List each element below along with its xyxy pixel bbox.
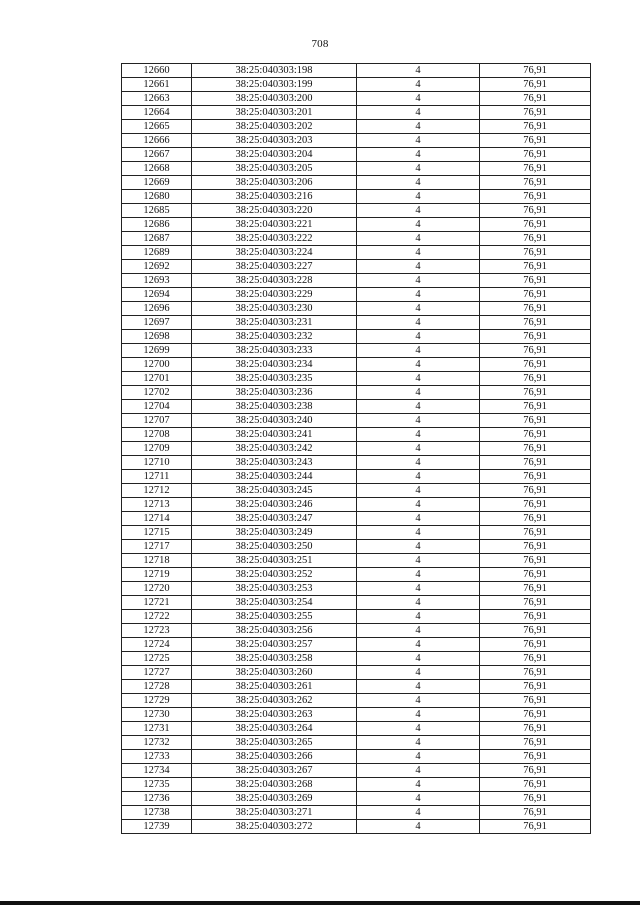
area-cell: 76,91	[480, 708, 591, 722]
scan-bottom-edge	[0, 901, 640, 905]
area-cell: 76,91	[480, 288, 591, 302]
cadastral-number-cell: 38:25:040303:272	[192, 820, 357, 834]
cadastral-number-cell: 38:25:040303:222	[192, 232, 357, 246]
row-number-cell: 12685	[122, 204, 192, 218]
value-cell: 4	[357, 624, 480, 638]
row-number-cell: 12718	[122, 554, 192, 568]
table-row	[122, 512, 591, 526]
table-row	[122, 134, 591, 148]
table-row	[122, 736, 591, 750]
table-row	[122, 750, 591, 764]
value-cell: 4	[357, 372, 480, 386]
value-cell: 4	[357, 610, 480, 624]
value-cell: 4	[357, 582, 480, 596]
table-row	[122, 652, 591, 666]
value-cell: 4	[357, 386, 480, 400]
value-cell: 4	[357, 638, 480, 652]
area-cell: 76,91	[480, 246, 591, 260]
value-cell: 4	[357, 806, 480, 820]
row-number-cell: 12729	[122, 694, 192, 708]
cadastral-number-cell: 38:25:040303:254	[192, 596, 357, 610]
cadastral-number-cell: 38:25:040303:238	[192, 400, 357, 414]
area-cell: 76,91	[480, 750, 591, 764]
cadastral-number-cell: 38:25:040303:250	[192, 540, 357, 554]
cadastral-number-cell: 38:25:040303:262	[192, 694, 357, 708]
area-cell: 76,91	[480, 232, 591, 246]
value-cell: 4	[357, 232, 480, 246]
area-cell: 76,91	[480, 302, 591, 316]
value-cell: 4	[357, 260, 480, 274]
cadastral-number-cell: 38:25:040303:227	[192, 260, 357, 274]
table-row	[122, 582, 591, 596]
cadastral-number-cell: 38:25:040303:271	[192, 806, 357, 820]
cadastral-number-cell: 38:25:040303:260	[192, 666, 357, 680]
table-row	[122, 260, 591, 274]
cadastral-number-cell: 38:25:040303:229	[192, 288, 357, 302]
cadastral-number-cell: 38:25:040303:251	[192, 554, 357, 568]
value-cell: 4	[357, 190, 480, 204]
row-number-cell: 12687	[122, 232, 192, 246]
row-number-cell: 12724	[122, 638, 192, 652]
cadastral-number-cell: 38:25:040303:216	[192, 190, 357, 204]
value-cell: 4	[357, 596, 480, 610]
table-row	[122, 820, 591, 834]
cadastral-number-cell: 38:25:040303:249	[192, 526, 357, 540]
cadastral-number-cell: 38:25:040303:234	[192, 358, 357, 372]
row-number-cell: 12712	[122, 484, 192, 498]
table-row	[122, 666, 591, 680]
value-cell: 4	[357, 540, 480, 554]
table-row	[122, 456, 591, 470]
table-row	[122, 176, 591, 190]
table-row	[122, 120, 591, 134]
area-cell: 76,91	[480, 274, 591, 288]
row-number-cell: 12708	[122, 428, 192, 442]
value-cell: 4	[357, 400, 480, 414]
row-number-cell: 12732	[122, 736, 192, 750]
value-cell: 4	[357, 274, 480, 288]
row-number-cell: 12738	[122, 806, 192, 820]
table-row	[122, 484, 591, 498]
row-number-cell: 12692	[122, 260, 192, 274]
cadastral-number-cell: 38:25:040303:252	[192, 568, 357, 582]
area-cell: 76,91	[480, 582, 591, 596]
table-row	[122, 596, 591, 610]
row-number-cell: 12710	[122, 456, 192, 470]
table-row	[122, 302, 591, 316]
value-cell: 4	[357, 330, 480, 344]
row-number-cell: 12663	[122, 92, 192, 106]
value-cell: 4	[357, 764, 480, 778]
table-row	[122, 358, 591, 372]
row-number-cell: 12669	[122, 176, 192, 190]
table-row	[122, 204, 591, 218]
area-cell: 76,91	[480, 134, 591, 148]
row-number-cell: 12698	[122, 330, 192, 344]
row-number-cell: 12721	[122, 596, 192, 610]
area-cell: 76,91	[480, 316, 591, 330]
cadastral-number-cell: 38:25:040303:246	[192, 498, 357, 512]
area-cell: 76,91	[480, 120, 591, 134]
value-cell: 4	[357, 302, 480, 316]
row-number-cell: 12717	[122, 540, 192, 554]
cadastral-number-cell: 38:25:040303:243	[192, 456, 357, 470]
table-row	[122, 638, 591, 652]
area-cell: 76,91	[480, 64, 591, 78]
table-row	[122, 526, 591, 540]
area-cell: 76,91	[480, 596, 591, 610]
area-cell: 76,91	[480, 344, 591, 358]
table-row	[122, 162, 591, 176]
value-cell: 4	[357, 176, 480, 190]
cadastral-number-cell: 38:25:040303:233	[192, 344, 357, 358]
value-cell: 4	[357, 218, 480, 232]
table-row	[122, 64, 591, 78]
table-row	[122, 806, 591, 820]
value-cell: 4	[357, 498, 480, 512]
row-number-cell: 12722	[122, 610, 192, 624]
row-number-cell: 12665	[122, 120, 192, 134]
row-number-cell: 12702	[122, 386, 192, 400]
cadastral-number-cell: 38:25:040303:224	[192, 246, 357, 260]
cadastral-number-cell: 38:25:040303:202	[192, 120, 357, 134]
area-cell: 76,91	[480, 148, 591, 162]
table-row	[122, 722, 591, 736]
area-cell: 76,91	[480, 484, 591, 498]
row-number-cell: 12725	[122, 652, 192, 666]
cadastral-number-cell: 38:25:040303:198	[192, 64, 357, 78]
value-cell: 4	[357, 64, 480, 78]
table-row	[122, 624, 591, 638]
cadastral-number-cell: 38:25:040303:230	[192, 302, 357, 316]
value-cell: 4	[357, 428, 480, 442]
area-cell: 76,91	[480, 666, 591, 680]
row-number-cell: 12714	[122, 512, 192, 526]
value-cell: 4	[357, 288, 480, 302]
table-row	[122, 708, 591, 722]
cadastral-number-cell: 38:25:040303:205	[192, 162, 357, 176]
value-cell: 4	[357, 358, 480, 372]
cadastral-number-cell: 38:25:040303:235	[192, 372, 357, 386]
cadastral-number-cell: 38:25:040303:241	[192, 428, 357, 442]
area-cell: 76,91	[480, 470, 591, 484]
table-row	[122, 344, 591, 358]
row-number-cell: 12694	[122, 288, 192, 302]
table-row	[122, 92, 591, 106]
area-cell: 76,91	[480, 204, 591, 218]
row-number-cell: 12696	[122, 302, 192, 316]
area-cell: 76,91	[480, 792, 591, 806]
row-number-cell: 12713	[122, 498, 192, 512]
row-number-cell: 12728	[122, 680, 192, 694]
cadastral-number-cell: 38:25:040303:253	[192, 582, 357, 596]
area-cell: 76,91	[480, 106, 591, 120]
cadastral-number-cell: 38:25:040303:242	[192, 442, 357, 456]
value-cell: 4	[357, 414, 480, 428]
table-row	[122, 554, 591, 568]
area-cell: 76,91	[480, 540, 591, 554]
value-cell: 4	[357, 78, 480, 92]
row-number-cell: 12720	[122, 582, 192, 596]
value-cell: 4	[357, 554, 480, 568]
cadastral-number-cell: 38:25:040303:204	[192, 148, 357, 162]
table-row	[122, 148, 591, 162]
row-number-cell: 12700	[122, 358, 192, 372]
value-cell: 4	[357, 708, 480, 722]
row-number-cell: 12723	[122, 624, 192, 638]
cadastral-number-cell: 38:25:040303:266	[192, 750, 357, 764]
cadastral-number-cell: 38:25:040303:220	[192, 204, 357, 218]
table-row	[122, 610, 591, 624]
value-cell: 4	[357, 694, 480, 708]
area-cell: 76,91	[480, 176, 591, 190]
row-number-cell: 12736	[122, 792, 192, 806]
row-number-cell: 12664	[122, 106, 192, 120]
row-number-cell: 12667	[122, 148, 192, 162]
cadastral-number-cell: 38:25:040303:206	[192, 176, 357, 190]
area-cell: 76,91	[480, 652, 591, 666]
value-cell: 4	[357, 92, 480, 106]
table-row	[122, 470, 591, 484]
value-cell: 4	[357, 750, 480, 764]
cadastral-number-cell: 38:25:040303:236	[192, 386, 357, 400]
table-row	[122, 428, 591, 442]
row-number-cell: 12661	[122, 78, 192, 92]
registry-table	[121, 63, 591, 834]
table-row	[122, 442, 591, 456]
area-cell: 76,91	[480, 764, 591, 778]
cadastral-number-cell: 38:25:040303:228	[192, 274, 357, 288]
cadastral-number-cell: 38:25:040303:199	[192, 78, 357, 92]
cadastral-number-cell: 38:25:040303:255	[192, 610, 357, 624]
area-cell: 76,91	[480, 722, 591, 736]
area-cell: 76,91	[480, 330, 591, 344]
row-number-cell: 12704	[122, 400, 192, 414]
table-row	[122, 694, 591, 708]
table-row	[122, 316, 591, 330]
page-number: 708	[311, 38, 329, 50]
area-cell: 76,91	[480, 568, 591, 582]
table-row	[122, 778, 591, 792]
registry-table-body	[122, 64, 591, 834]
cadastral-number-cell: 38:25:040303:268	[192, 778, 357, 792]
row-number-cell: 12689	[122, 246, 192, 260]
area-cell: 76,91	[480, 820, 591, 834]
cadastral-number-cell: 38:25:040303:265	[192, 736, 357, 750]
row-number-cell: 12680	[122, 190, 192, 204]
row-number-cell: 12693	[122, 274, 192, 288]
table-row	[122, 372, 591, 386]
table-row	[122, 190, 591, 204]
table-row	[122, 330, 591, 344]
table-row	[122, 568, 591, 582]
area-cell: 76,91	[480, 456, 591, 470]
table-row	[122, 106, 591, 120]
table-row	[122, 246, 591, 260]
value-cell: 4	[357, 820, 480, 834]
cadastral-number-cell: 38:25:040303:256	[192, 624, 357, 638]
area-cell: 76,91	[480, 498, 591, 512]
row-number-cell: 12735	[122, 778, 192, 792]
row-number-cell: 12660	[122, 64, 192, 78]
row-number-cell: 12709	[122, 442, 192, 456]
cadastral-number-cell: 38:25:040303:247	[192, 512, 357, 526]
area-cell: 76,91	[480, 78, 591, 92]
area-cell: 76,91	[480, 554, 591, 568]
row-number-cell: 12699	[122, 344, 192, 358]
table-row	[122, 792, 591, 806]
value-cell: 4	[357, 722, 480, 736]
row-number-cell: 12739	[122, 820, 192, 834]
value-cell: 4	[357, 680, 480, 694]
value-cell: 4	[357, 512, 480, 526]
table-row	[122, 274, 591, 288]
value-cell: 4	[357, 204, 480, 218]
value-cell: 4	[357, 484, 480, 498]
table-row	[122, 386, 591, 400]
area-cell: 76,91	[480, 358, 591, 372]
row-number-cell: 12697	[122, 316, 192, 330]
row-number-cell: 12668	[122, 162, 192, 176]
row-number-cell: 12730	[122, 708, 192, 722]
area-cell: 76,91	[480, 190, 591, 204]
table-row	[122, 414, 591, 428]
value-cell: 4	[357, 456, 480, 470]
area-cell: 76,91	[480, 778, 591, 792]
cadastral-number-cell: 38:25:040303:258	[192, 652, 357, 666]
area-cell: 76,91	[480, 372, 591, 386]
cadastral-number-cell: 38:25:040303:267	[192, 764, 357, 778]
row-number-cell: 12686	[122, 218, 192, 232]
row-number-cell: 12701	[122, 372, 192, 386]
row-number-cell: 12727	[122, 666, 192, 680]
value-cell: 4	[357, 792, 480, 806]
area-cell: 76,91	[480, 610, 591, 624]
value-cell: 4	[357, 120, 480, 134]
cadastral-number-cell: 38:25:040303:245	[192, 484, 357, 498]
table-row	[122, 218, 591, 232]
area-cell: 76,91	[480, 218, 591, 232]
table-row	[122, 232, 591, 246]
value-cell: 4	[357, 148, 480, 162]
value-cell: 4	[357, 344, 480, 358]
row-number-cell: 12733	[122, 750, 192, 764]
value-cell: 4	[357, 568, 480, 582]
area-cell: 76,91	[480, 386, 591, 400]
row-number-cell: 12734	[122, 764, 192, 778]
value-cell: 4	[357, 246, 480, 260]
table-row	[122, 498, 591, 512]
table-row	[122, 540, 591, 554]
value-cell: 4	[357, 652, 480, 666]
value-cell: 4	[357, 778, 480, 792]
value-cell: 4	[357, 106, 480, 120]
area-cell: 76,91	[480, 624, 591, 638]
cadastral-number-cell: 38:25:040303:203	[192, 134, 357, 148]
cadastral-number-cell: 38:25:040303:201	[192, 106, 357, 120]
value-cell: 4	[357, 134, 480, 148]
area-cell: 76,91	[480, 92, 591, 106]
cadastral-number-cell: 38:25:040303:257	[192, 638, 357, 652]
cadastral-number-cell: 38:25:040303:264	[192, 722, 357, 736]
value-cell: 4	[357, 470, 480, 484]
value-cell: 4	[357, 736, 480, 750]
table-row	[122, 680, 591, 694]
area-cell: 76,91	[480, 806, 591, 820]
table-row	[122, 764, 591, 778]
cadastral-number-cell: 38:25:040303:200	[192, 92, 357, 106]
area-cell: 76,91	[480, 526, 591, 540]
value-cell: 4	[357, 316, 480, 330]
area-cell: 76,91	[480, 512, 591, 526]
area-cell: 76,91	[480, 162, 591, 176]
area-cell: 76,91	[480, 736, 591, 750]
cadastral-number-cell: 38:25:040303:231	[192, 316, 357, 330]
row-number-cell: 12719	[122, 568, 192, 582]
row-number-cell: 12711	[122, 470, 192, 484]
area-cell: 76,91	[480, 414, 591, 428]
area-cell: 76,91	[480, 400, 591, 414]
area-cell: 76,91	[480, 442, 591, 456]
value-cell: 4	[357, 666, 480, 680]
value-cell: 4	[357, 162, 480, 176]
cadastral-number-cell: 38:25:040303:232	[192, 330, 357, 344]
cadastral-number-cell: 38:25:040303:221	[192, 218, 357, 232]
row-number-cell: 12715	[122, 526, 192, 540]
cadastral-number-cell: 38:25:040303:240	[192, 414, 357, 428]
row-number-cell: 12666	[122, 134, 192, 148]
value-cell: 4	[357, 526, 480, 540]
area-cell: 76,91	[480, 680, 591, 694]
cadastral-number-cell: 38:25:040303:244	[192, 470, 357, 484]
cadastral-number-cell: 38:25:040303:269	[192, 792, 357, 806]
cadastral-number-cell: 38:25:040303:263	[192, 708, 357, 722]
cadastral-number-cell: 38:25:040303:261	[192, 680, 357, 694]
table-row	[122, 288, 591, 302]
area-cell: 76,91	[480, 428, 591, 442]
row-number-cell: 12707	[122, 414, 192, 428]
value-cell: 4	[357, 442, 480, 456]
row-number-cell: 12731	[122, 722, 192, 736]
table-row	[122, 78, 591, 92]
area-cell: 76,91	[480, 638, 591, 652]
table-row	[122, 400, 591, 414]
area-cell: 76,91	[480, 694, 591, 708]
area-cell: 76,91	[480, 260, 591, 274]
